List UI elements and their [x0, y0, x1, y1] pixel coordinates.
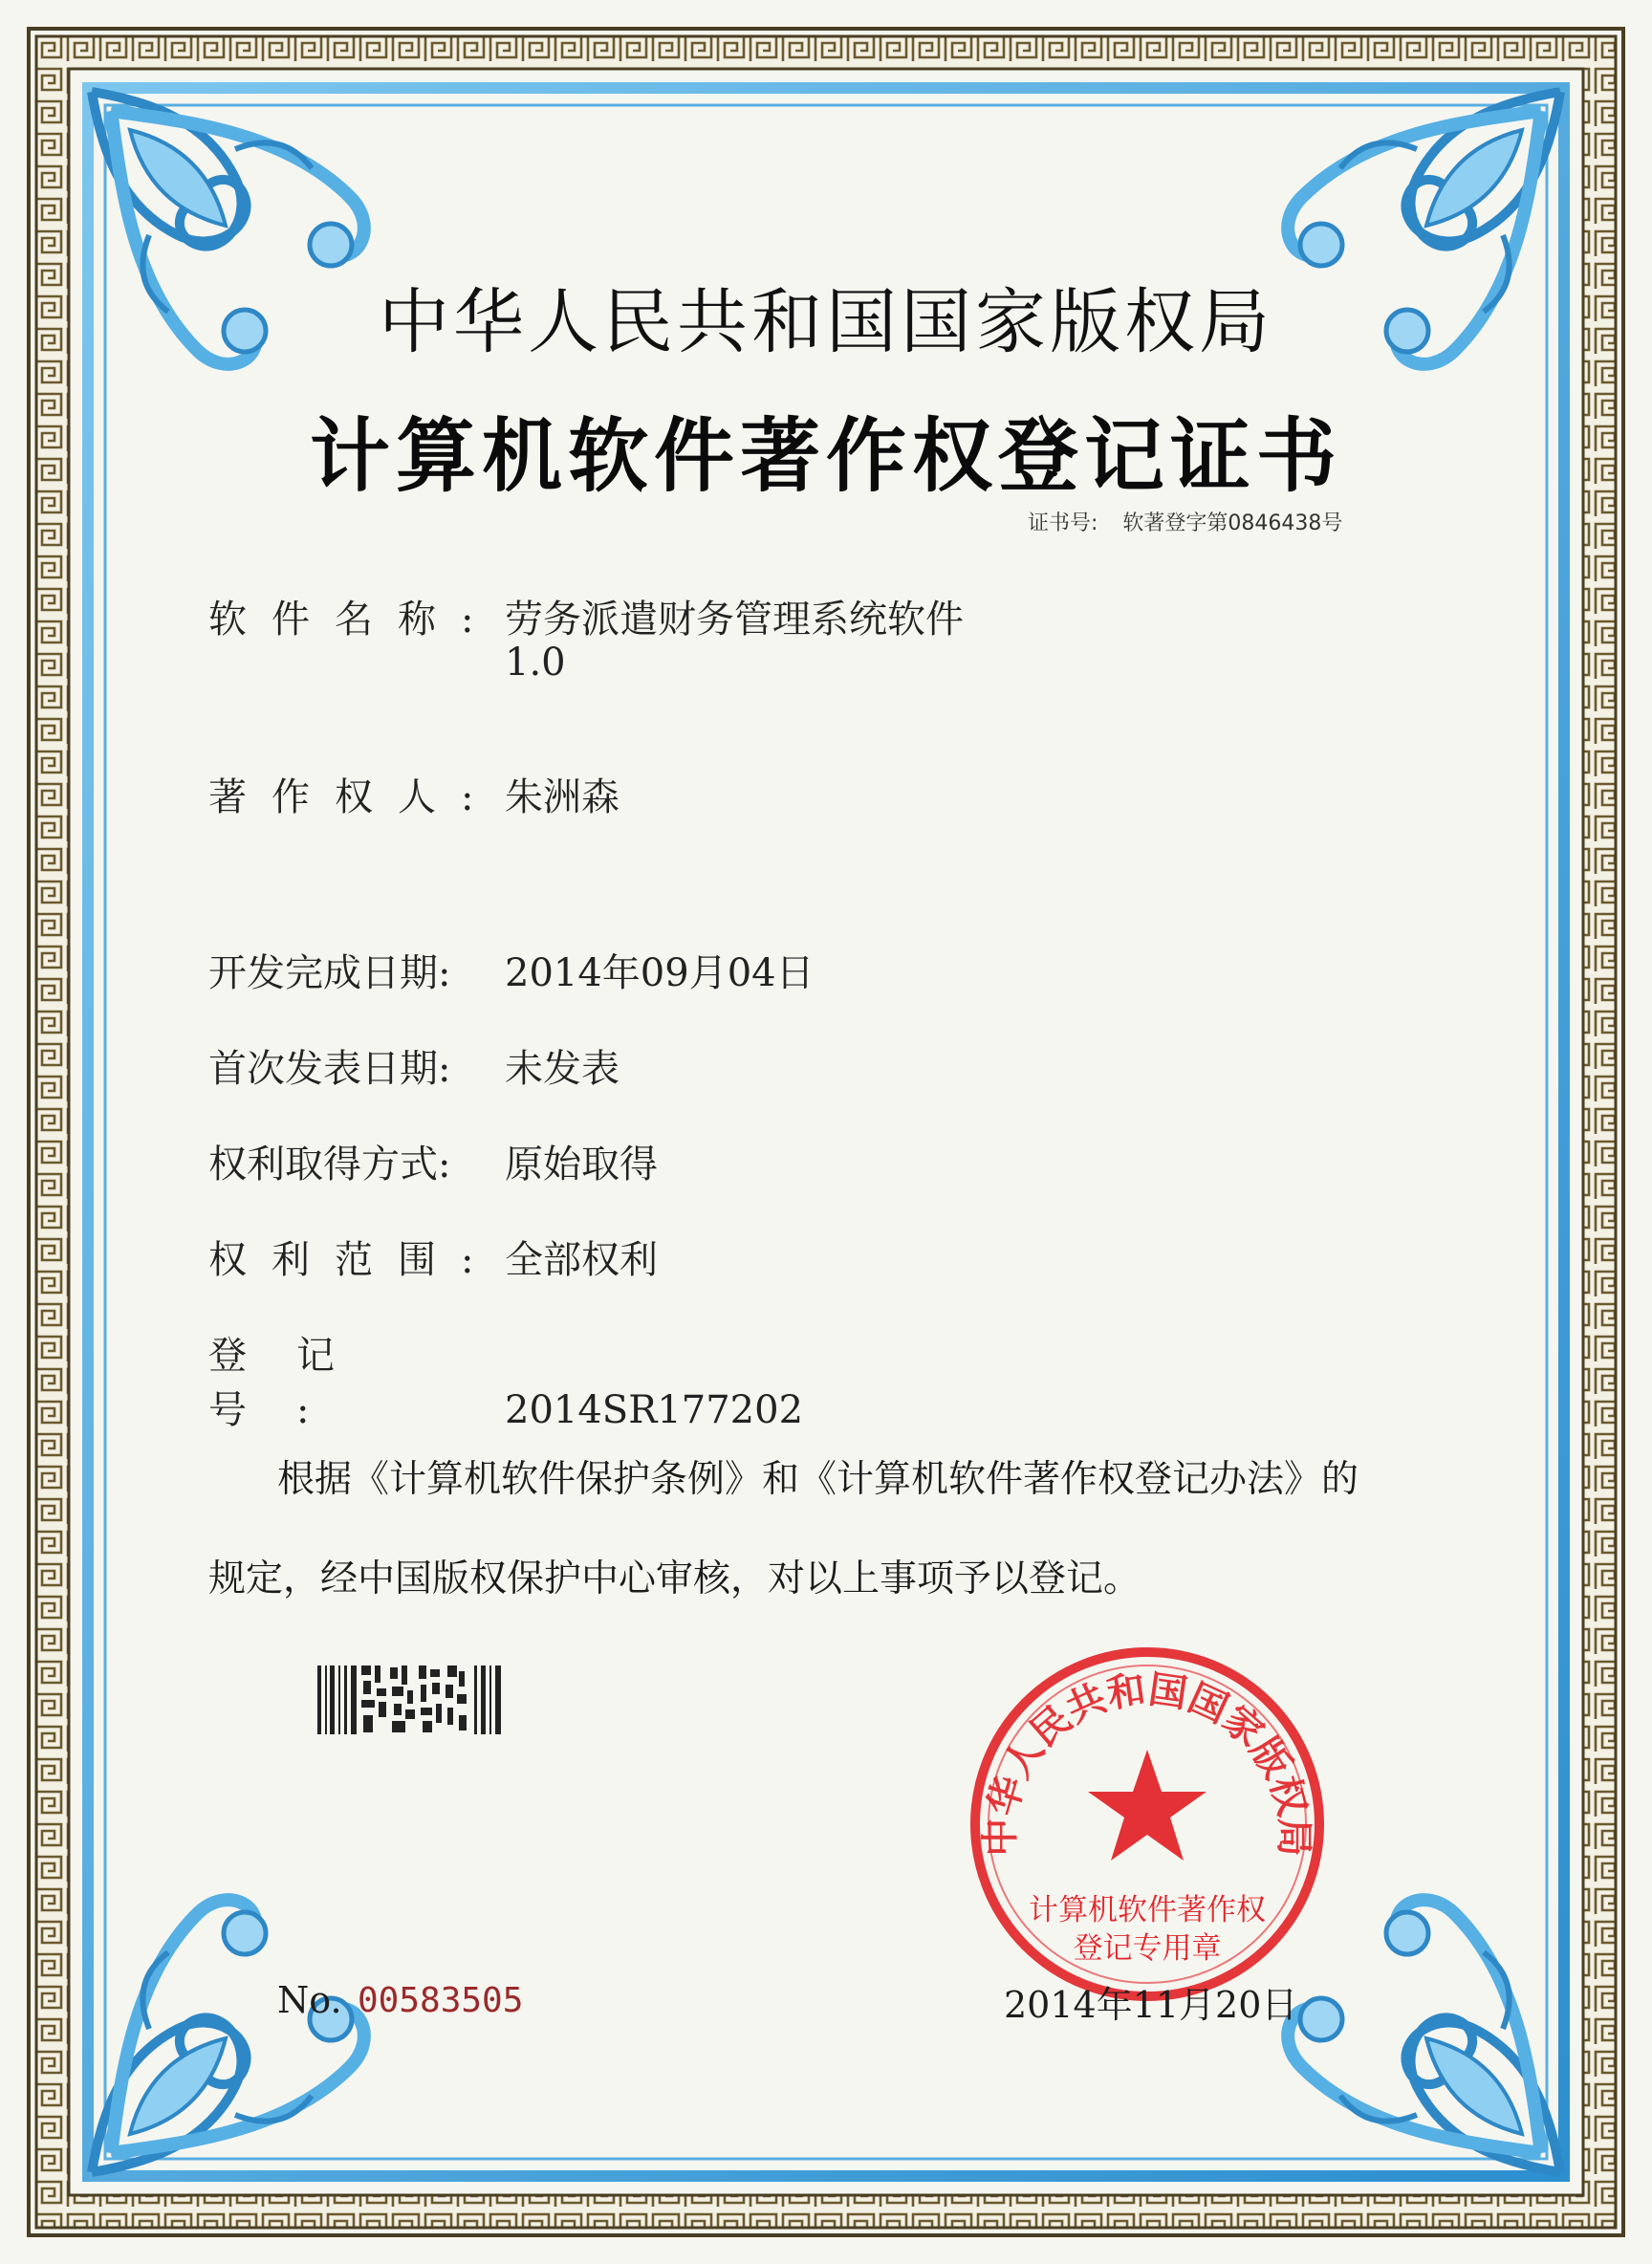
field-publish-date — [208, 1038, 620, 1093]
star-icon — [1088, 1750, 1206, 1861]
registration-number-value: 2014SR177202 — [505, 1388, 804, 1432]
acquire-method-value: 原始取得 — [505, 1143, 658, 1186]
field-rights-scope — [208, 1230, 658, 1284]
certificate-title: 计算机软件著作权登记证书 — [309, 409, 1342, 503]
field-registration-number — [208, 1325, 803, 1434]
certificate-number — [1028, 507, 1342, 536]
rights-scope-value: 全部权利 — [505, 1238, 658, 1282]
official-seal — [966, 1643, 1329, 2006]
acquire-method-label: 权利取得方式: — [208, 1143, 451, 1186]
field-dev-date — [208, 943, 815, 997]
seal-inner-line-1: 计算机软件著作权 — [1029, 1893, 1266, 1927]
registration-number-label: 登记号: — [208, 1334, 384, 1432]
publish-date-label: 首次发表日期: — [208, 1047, 451, 1091]
seal-ring-text: 中华人民共和国国家版权局 — [978, 1667, 1316, 1857]
serial-label: No. — [277, 1979, 342, 2021]
seal-inner-line-2: 登记专用章 — [1073, 1931, 1222, 1966]
field-version — [505, 641, 566, 685]
software-version-value: 1.0 — [505, 641, 566, 685]
issuing-authority: 中华人民共和国国家版权局 — [379, 281, 1273, 363]
statement-line-2: 规定，经中国版权保护中心审核，对以上事项予以登记。 — [208, 1557, 1141, 1600]
serial-number: 00583505 — [358, 1981, 524, 2020]
field-owner — [208, 767, 620, 821]
certificate-number-value: 软著登字第0846438号 — [1122, 512, 1343, 535]
owner-label: 著作权人: — [208, 775, 499, 819]
field-acquire-method — [208, 1134, 658, 1188]
certificate-number-label: 证书号: — [1028, 512, 1098, 535]
software-name-label: 软件名称: — [208, 598, 499, 642]
dev-date-label: 开发完成日期: — [208, 951, 451, 995]
barcode — [315, 1662, 507, 1738]
software-name-value: 劳务派遣财务管理系统软件 — [505, 598, 964, 642]
statement-line-1: 根据《计算机软件保护条例》和《计算机软件著作权登记办法》的 — [277, 1458, 1359, 1501]
rights-scope-label: 权利范围: — [208, 1238, 499, 1282]
dev-date-value: 2014年09月04日 — [505, 951, 815, 995]
owner-value: 朱洲森 — [505, 775, 620, 819]
field-software-name — [208, 589, 964, 643]
issue-date: 2014年11月20日 — [1004, 1984, 1298, 2026]
publish-date-value: 未发表 — [505, 1047, 620, 1091]
